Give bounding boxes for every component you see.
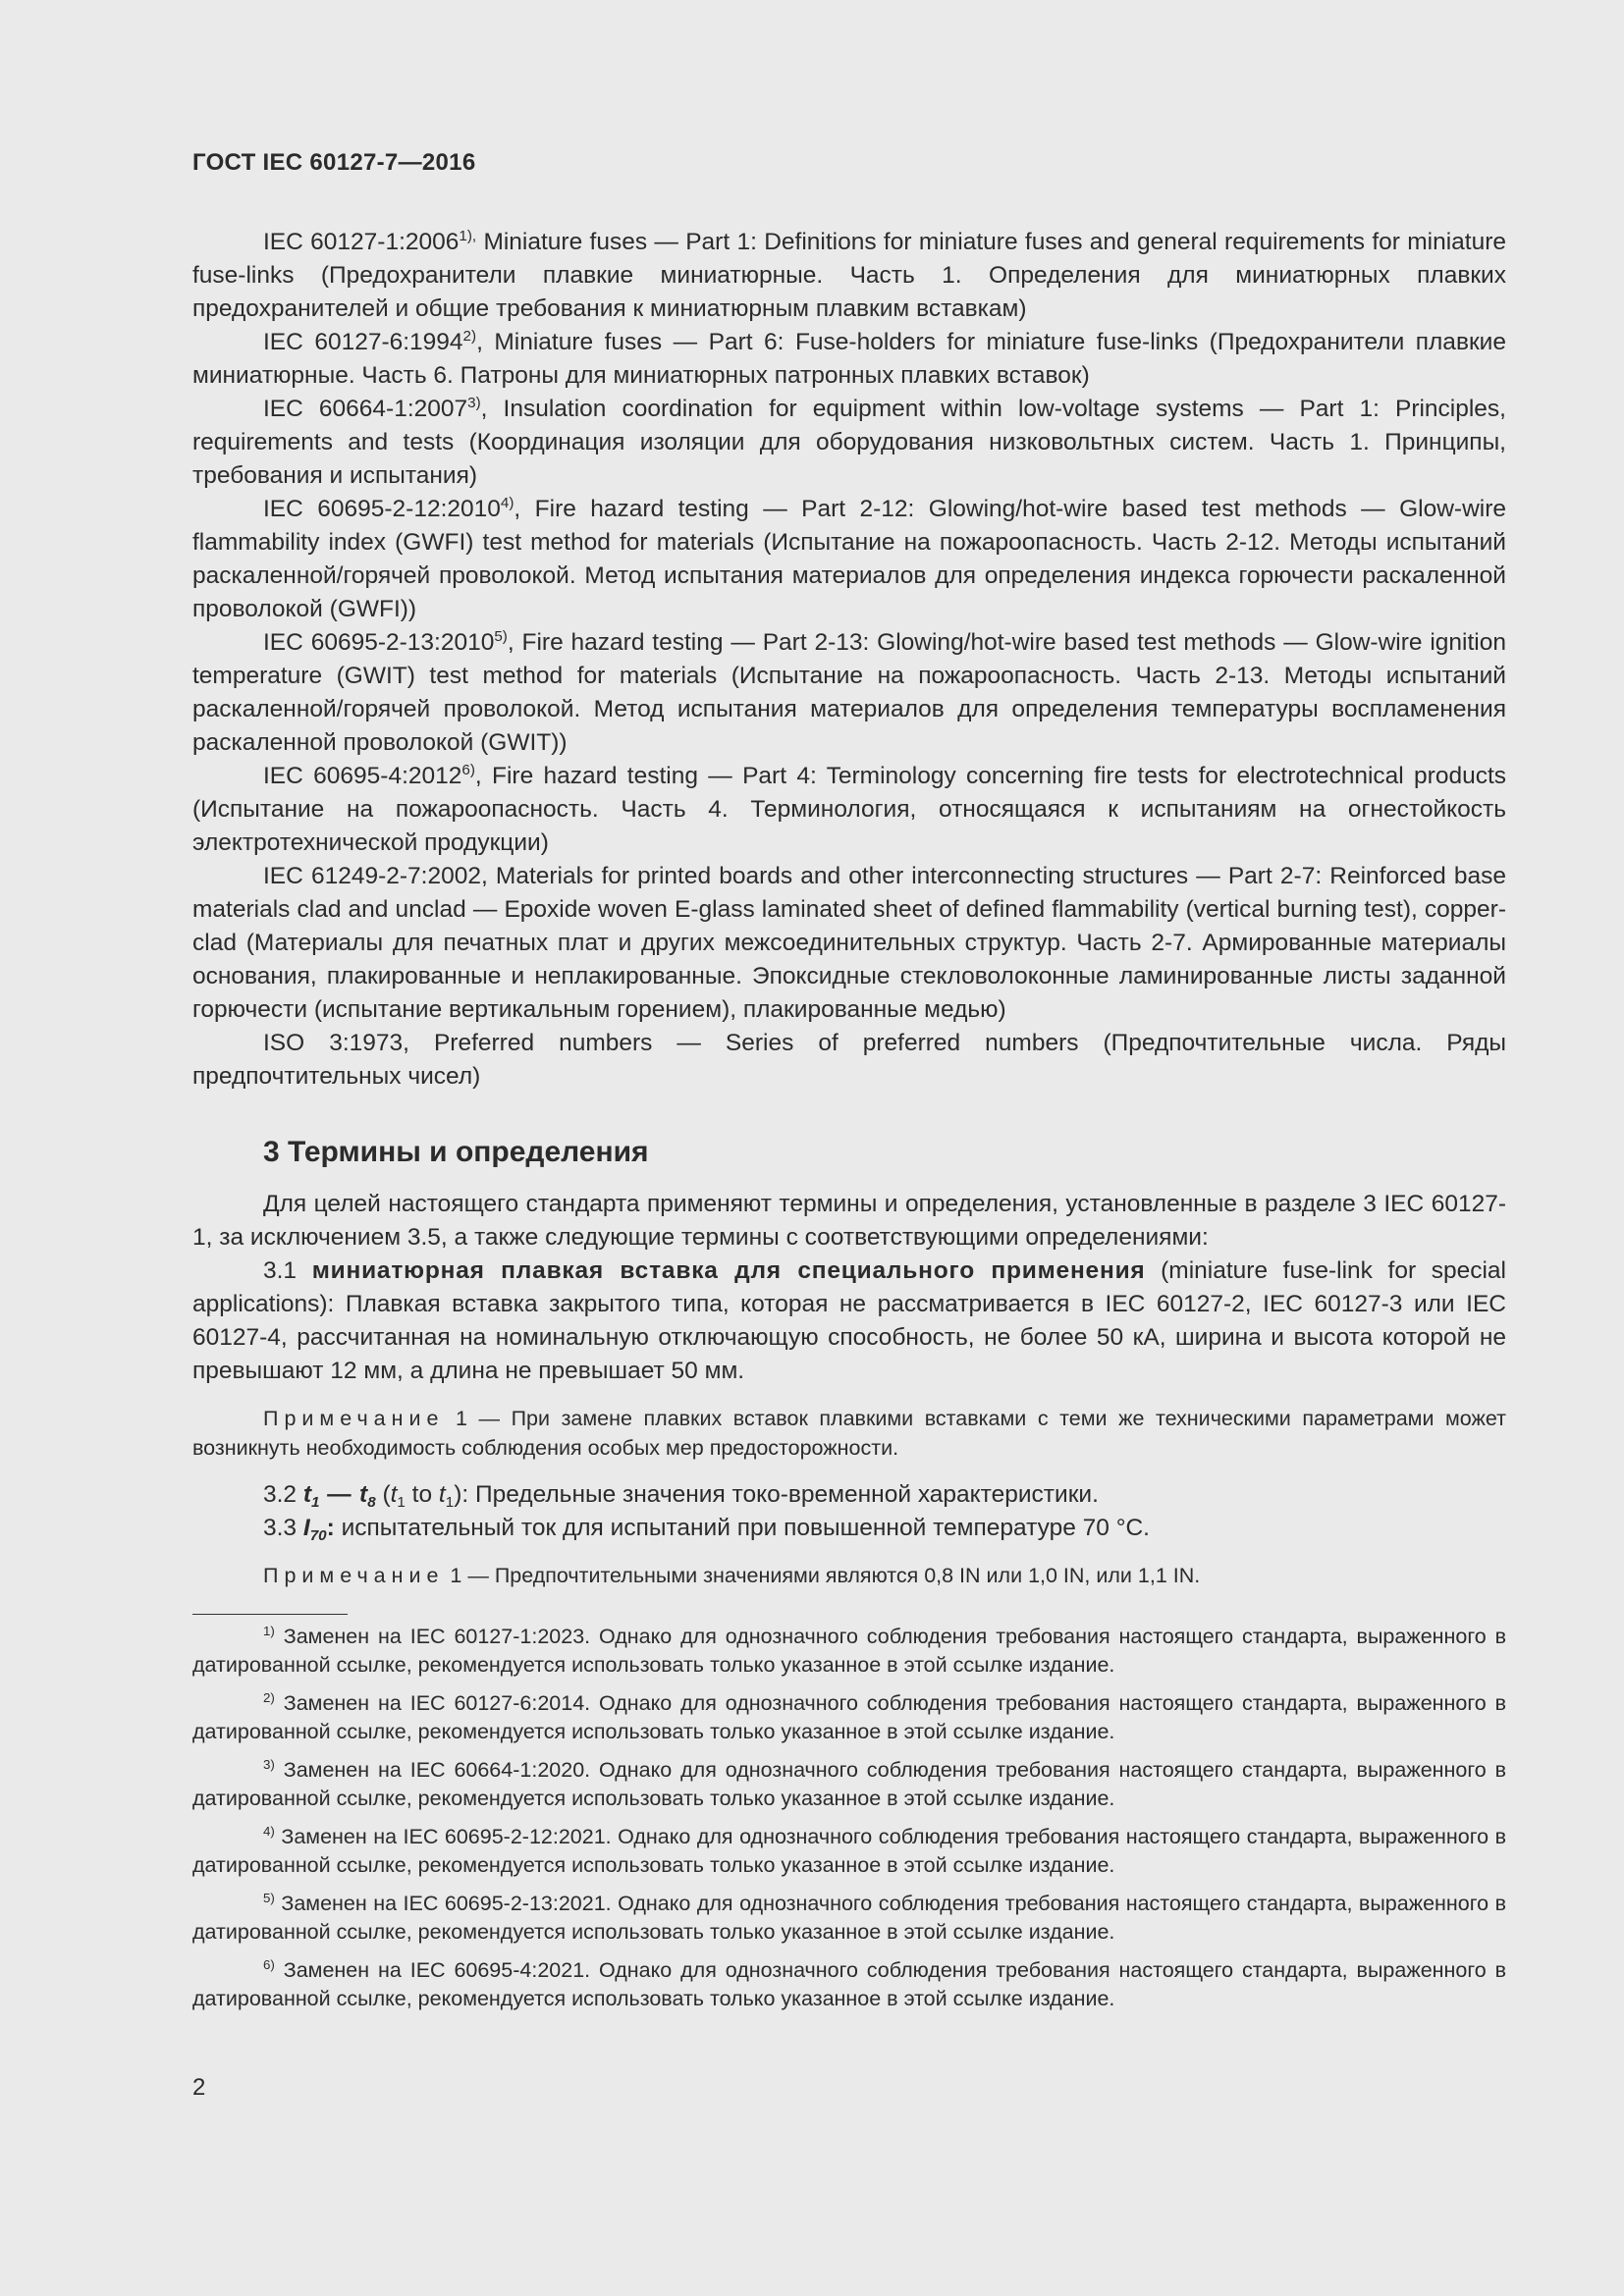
- definition-3-2: [192, 1478, 1506, 1512]
- definition-text: испытательный ток для испытаний при повышенной температуре 70 °С.: [334, 1515, 1150, 1541]
- footnote: [192, 1756, 1506, 1813]
- reference-item: [192, 626, 1506, 760]
- reference-text: , Miniature fuses — Part 6: Fuse-holders for miniature fuse-links (Предохранители плавкие миниатюрные. Часть 6. Патроны для миниатюрных патронных плавких вставок): [192, 329, 1506, 389]
- reference-item: [192, 393, 1506, 493]
- definition-3-1: [192, 1255, 1506, 1388]
- footnote-mark: 1),: [459, 227, 477, 244]
- footnote-text: Заменен на IEC 60695-2-13:2021. Однако для однозначного соблюдения требования настоящего стандарта, выраженного в датированной ссылке, рекомендуется использовать только указанное в этой ссылке издание.: [192, 1892, 1506, 1944]
- section-title: 3 Термины и определения: [263, 1136, 649, 1168]
- footnote-text: Заменен на IEC 60127-1:2023. Однако для однозначного соблюдения требования настоящего стандарта, выраженного в датированной ссылке, рекомендуется использовать только указанное в этой ссылке издание.: [192, 1625, 1506, 1677]
- footnote: [192, 1956, 1506, 2013]
- definition-number: 3.3: [263, 1515, 303, 1541]
- footnote-text: Заменен на IEC 60695-2-12:2021. Однако для однозначного соблюдения требования настоящего стандарта, выраженного в датированной ссылке, рекомендуется использовать только указанное в этой ссылке издание.: [192, 1825, 1506, 1877]
- reference-code: IEC 61249-2-7:2002: [263, 863, 481, 889]
- footnote-mark: 5): [263, 1891, 275, 1906]
- footnote: [192, 1823, 1506, 1880]
- footnote-mark: 3): [467, 394, 481, 411]
- symbol-t1: [302, 1481, 320, 1512]
- symbol-subscript: 1: [397, 1494, 406, 1512]
- reference-code: ISO 3:1973: [263, 1030, 404, 1056]
- footnote-text: Заменен на IEC 60127-6:2014. Однако для однозначного соблюдения требования настоящего стандарта, выраженного в датированной ссылке, рекомендуется использовать только указанное в этой ссылке издание.: [192, 1691, 1506, 1743]
- symbol-letter: t: [438, 1481, 446, 1508]
- footnote-mark: 6): [263, 1957, 275, 1973]
- reference-code: IEC 60127-1:2006: [263, 229, 460, 255]
- normative-references-list: [192, 226, 1506, 1094]
- symbol-letter: t: [390, 1481, 398, 1508]
- footnote-mark: 1): [263, 1624, 275, 1639]
- symbol-subscript: 70: [309, 1527, 327, 1545]
- reference-text: , Materials for printed boards and other interconnecting structures — Part 2-7: Reinforced base materials clad and unclad — Epoxide woven E-glass laminated sheet of defined flammability (vertical burning test), copper-clad (Материалы для печатных плат и других межсоединительных структур. Часть 2-7. Армированные материалы основания, плакированные и неплакированные. Эпоксидные стекловолоконные ламинированные листы заданной горючести (испытание вертикальным горением), плакированные медью): [192, 863, 1506, 1023]
- symbol-colon: :: [326, 1515, 335, 1541]
- footnote-mark: 4): [500, 494, 514, 511]
- note-text: 1 — Предпочтительными значениями являются 0,8 IN или 1,0 IN, или 1,1 IN.: [444, 1564, 1201, 1587]
- reference-code: IEC 60695-2-12:2010: [263, 496, 501, 522]
- symbol-letter: I: [302, 1515, 310, 1541]
- symbol-dash: —: [319, 1481, 360, 1508]
- footnote-text: Заменен на IEC 60695-4:2021. Однако для однозначного соблюдения требования настоящего стандарта, выраженного в датированной ссылке, рекомендуется использовать только указанное в этой ссылке издание.: [192, 1958, 1506, 2010]
- footnote-mark: 6): [461, 761, 475, 778]
- paren-open: (: [375, 1481, 391, 1508]
- definition-text: (miniature fuse-link for special applications): Плавкая вставка закрытого типа, которая не рассматривается в IEC 60127-2, IEC 60127-3 или IEC 60127-4, рассчитанная на номинальную отключающую способность, не более 50 кА, ширина и высота которой не превышают 12 мм, а длина не превышает 50 мм.: [192, 1257, 1507, 1384]
- footnote: [192, 1623, 1506, 1680]
- note-label: Примечание: [263, 1564, 445, 1587]
- footnote-mark: 5): [494, 627, 508, 645]
- footnote-mark: 3): [263, 1757, 275, 1773]
- footnote-mark: 4): [263, 1824, 275, 1840]
- note-label: Примечание: [263, 1407, 445, 1430]
- reference-code: IEC 60127-6:1994: [263, 329, 463, 355]
- reference-text: Miniature fuses — Part 1: Definitions for miniature fuses and general requirements for miniature fuse-links (Предохранители плавкие миниатюрные. Часть 1. Определения для миниатюрных плавких предохранителей и общие требования к миниатюрным плавким вставкам): [192, 229, 1506, 322]
- reference-item: [192, 226, 1506, 326]
- definition-term: миниатюрная плавкая вставка для специального применения: [311, 1257, 1146, 1284]
- reference-item: [192, 1027, 1506, 1094]
- note-text: 1 — При замене плавких вставок плавкими вставками с теми же техническими параметрами может возникнуть необходимость соблюдения особых мер предосторожности.: [192, 1407, 1506, 1460]
- symbol-letter: t: [359, 1481, 368, 1508]
- footnote: [192, 1890, 1506, 1947]
- reference-item: [192, 760, 1506, 860]
- page-content: [192, 226, 1506, 2023]
- definition-number: 3.2: [263, 1481, 303, 1508]
- reference-item: [192, 326, 1506, 393]
- reference-code: IEC 60695-4:2012: [263, 763, 462, 789]
- footnote-text: Заменен на IEC 60664-1:2020. Однако для однозначного соблюдения требования настоящего стандарта, выраженного в датированной ссылке, рекомендуется использовать только указанное в этой ссылке издание.: [192, 1758, 1506, 1810]
- reference-text: , Fire hazard testing — Part 2-12: Glowing/hot-wire based test methods — Glow-wire flammability index (GWFI) test method for materials (Испытание на пожароопасность. Часть 2-12. Методы испытаний раскаленной/горячей проволокой. Метод испытания материалов для определения индекса горючести раскаленной проволокой (GWFI)): [192, 496, 1506, 622]
- symbol-letter: t: [302, 1481, 312, 1508]
- footnote-mark: 2): [263, 1690, 275, 1706]
- reference-text: , Fire hazard testing — Part 4: Terminology concerning fire tests for electrotechnical products (Испытание на пожароопасность. Часть 4. Терминология, относящаяся к испытаниям на огнестойкость электротехнической продукции): [192, 763, 1507, 856]
- reference-code: IEC 60664-1:2007: [263, 396, 468, 422]
- symbol-i70: [302, 1515, 327, 1545]
- symbol-subscript: 1: [445, 1494, 455, 1512]
- reference-text: , Preferred numbers — Series of preferred numbers (Предпочтительные числа. Ряды предпочтительных чисел): [192, 1030, 1506, 1090]
- definition-number: 3.1: [263, 1257, 312, 1284]
- section-intro: Для целей настоящего стандарта применяют термины и определения, установленные в разделе 3 IEC 60127-1, за исключением 3.5, а также следующие термины с соответствующими определениями:: [192, 1191, 1506, 1251]
- paren-to: to: [405, 1481, 439, 1508]
- definition-text: ): Предельные значения токо-временной характеристики.: [454, 1481, 1099, 1508]
- page-number: 2: [192, 2074, 206, 2101]
- footnote: [192, 1689, 1506, 1746]
- symbol-subscript: 1: [311, 1494, 320, 1512]
- reference-text: , Insulation coordination for equipment within low-voltage systems — Part 1: Principles, requirements and tests (Координация изоляции для оборудования низковольтных систем. Часть 1. Принципы, требования и испытания): [192, 396, 1506, 489]
- document-header: ГОСТ IEC 60127-7—2016: [192, 149, 476, 176]
- footnote-separator: [192, 1614, 348, 1615]
- reference-text: , Fire hazard testing — Part 2-13: Glowing/hot-wire based test methods — Glow-wire ignition temperature (GWIT) test method for materials (Испытание на пожароопасность. Часть 2-13. Методы испытаний раскаленной/горячей проволокой. Метод испытания материалов для определения температуры воспламенения раскаленной проволокой (GWIT)): [192, 629, 1506, 756]
- definition-3-3: [192, 1512, 1506, 1545]
- reference-item: [192, 860, 1506, 1027]
- note-1: [192, 1404, 1506, 1463]
- reference-code: IEC 60695-2-13:2010: [263, 629, 495, 656]
- footnotes-list: [192, 1623, 1506, 2013]
- symbol-t8: [359, 1481, 376, 1512]
- reference-item: [192, 493, 1506, 626]
- footnote-mark: 2): [462, 327, 477, 345]
- note-2: [192, 1561, 1506, 1590]
- symbol-subscript: 8: [367, 1494, 376, 1512]
